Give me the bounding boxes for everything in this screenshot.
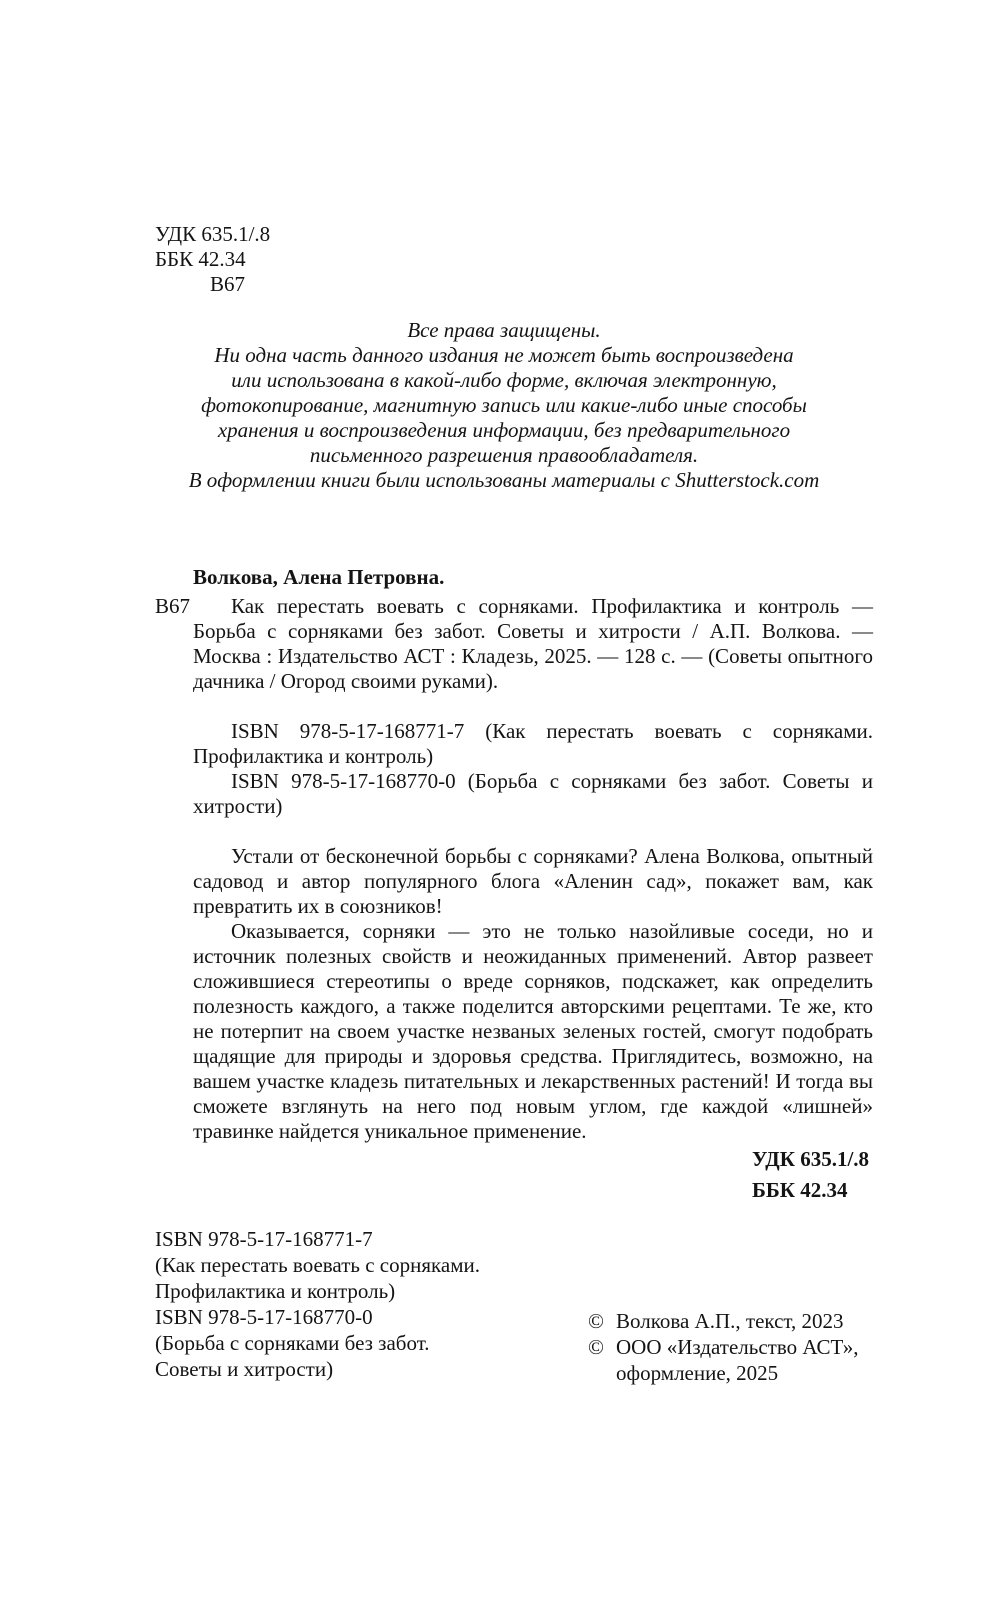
copyright-text: ООО «Издательство АСТ», оформление, 2025 — [616, 1335, 859, 1385]
catalog-record — [155, 565, 873, 1144]
annotation-paragraph: Оказывается, сорняки — это не только назойливые соседи, но и источник полезных свойств и неожиданных применений. Автор развеет сложившиеся стереотипы о вреде сорняков, подскажет, как определить полезность каждого, а также поделится авторскими рецептами. Те же, кто не потерпит на своем участке незваных зеленых гостей, смогут подобрать щадящие для природы и здоровья средства. Приглядитесь, возможно, на вашем участке кладезь питательных и лекарственных растений! И тогда вы сможете взглянуть на него под новым углом, где каждой «лишней» травинке найдется уникальное применение. — [193, 919, 873, 1143]
bibliographic-entry — [155, 594, 873, 694]
rights-line: В оформлении книги были использованы материалы с Shutterstock.com — [188, 468, 820, 492]
entry-text: Как перестать воевать с сорняками. Профилактика и контроль — Борьба с сорняками без забот. Советы и хитрости / А.П. Волкова. — Москва : Издательство АСТ : Кладезь, 2025. — 128 с. — (Советы опытного дачника / Огород своими руками). — [193, 594, 873, 693]
isbn-line: ISBN 978-5-17-168771-7 — [155, 1227, 373, 1251]
isbn-line: Профилактика и контроль) — [155, 1279, 396, 1303]
author-name: Волкова, Алена Петровна. — [193, 565, 445, 589]
bbk-code: ББК 42.34 — [155, 247, 246, 271]
copyright-line — [588, 1334, 878, 1386]
copyright-symbol: © — [588, 1335, 604, 1359]
isbn-paragraph: ISBN 978-5-17-168770-0 (Борьба с сорняками без забот. Советы и хитрости) — [193, 769, 873, 818]
isbn-line: (Борьба с сорняками без забот. — [155, 1331, 430, 1355]
udk-code: УДК 635.1/.8 — [155, 222, 271, 246]
isbn-line: Советы и хитрости) — [155, 1357, 334, 1381]
isbn-block — [155, 1226, 575, 1382]
annotation-paragraph: Устали от бесконечной борьбы с сорняками? Алена Волкова, опытный садовод и автор популярного блога «Аленин сад», покажет вам, как превратить их в союзников! — [193, 844, 873, 918]
rights-line: Ни одна часть данного издания не может быть воспроизведена — [214, 343, 794, 367]
entry-code: В67 — [155, 594, 191, 618]
bbk-code: ББК 42.34 — [752, 1178, 848, 1202]
rights-line: или использована в какой-либо форме, включая электронную, — [231, 368, 777, 392]
classification-codes — [155, 222, 355, 297]
isbn-line: (Как перестать воевать с сорняками. — [155, 1253, 480, 1277]
copyright-symbol: © — [588, 1309, 604, 1333]
copyright-text: Волкова А.П., текст, 2023 — [616, 1309, 844, 1333]
rights-line: письменного разрешения правообладателя. — [309, 443, 699, 467]
udk-code: УДК 635.1/.8 — [752, 1147, 870, 1171]
rights-line: Все права защищены. — [407, 318, 601, 342]
rights-line: хранения и воспроизведения информации, без предварительного — [217, 418, 791, 442]
right-classification-codes — [752, 1144, 892, 1206]
isbn-line: ISBN 978-5-17-168770-0 — [155, 1305, 373, 1329]
rights-line: фотокопирование, магнитную запись или какие-либо иные способы — [201, 393, 807, 417]
copyright-line — [588, 1308, 878, 1334]
author-sign: В67 — [210, 272, 246, 296]
copyright-block — [588, 1308, 878, 1386]
rights-notice — [155, 318, 853, 493]
isbn-paragraph: ISBN 978-5-17-168771-7 (Как перестать воевать с сорняками. Профилактика и контроль) — [193, 719, 873, 768]
